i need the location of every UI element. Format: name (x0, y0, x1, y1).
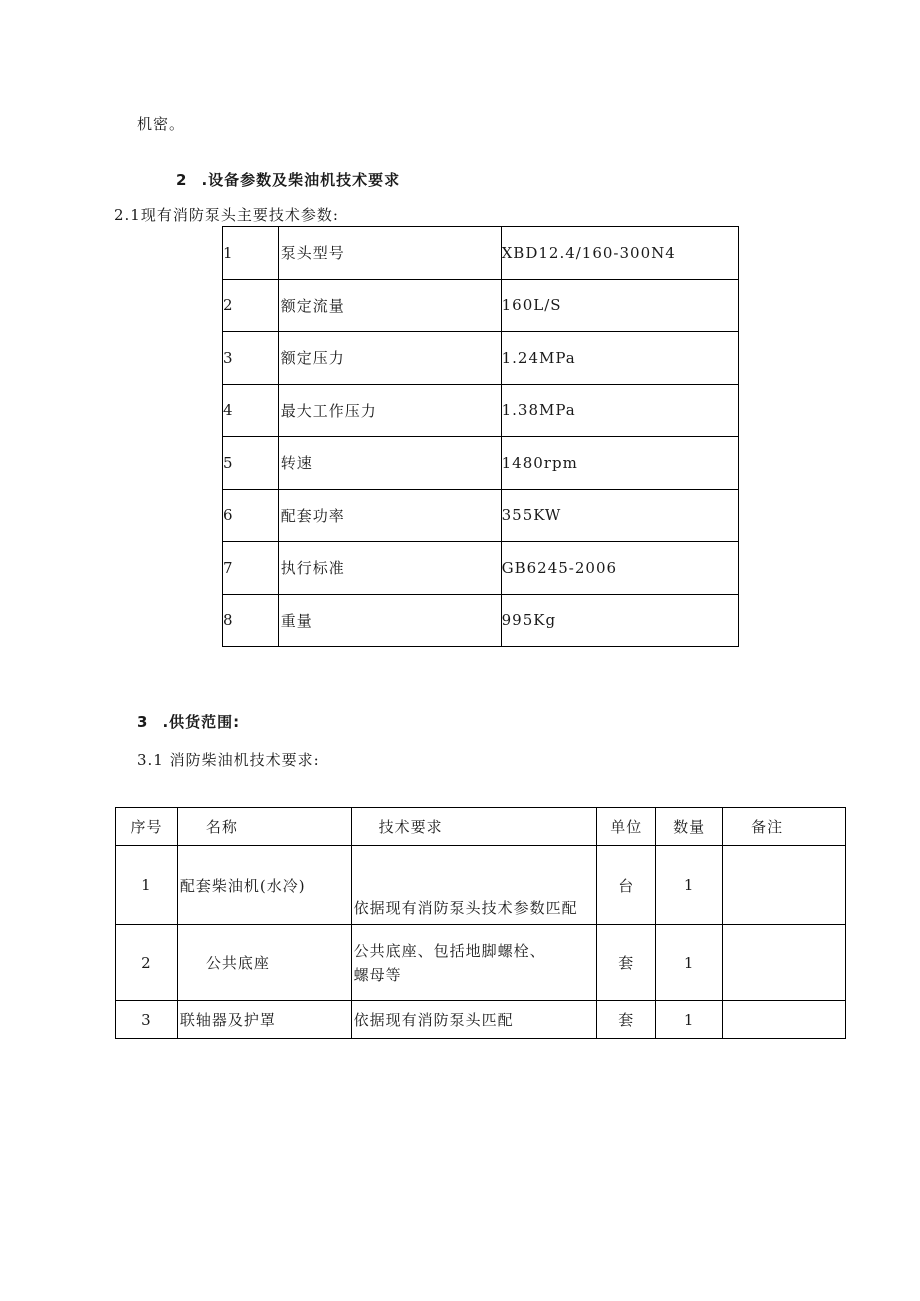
param-row (223, 332, 739, 385)
param-name: 配套功率 (278, 489, 501, 542)
param-value: 1480rpm (501, 437, 738, 490)
pump-parameter-table (222, 226, 739, 647)
supply-requirement (351, 846, 597, 925)
param-no: 4 (223, 384, 279, 437)
supply-note (723, 846, 846, 925)
supply-row (116, 1001, 846, 1039)
requirement-line-1: 依据现有消防泵头技术参数匹配 (353, 899, 578, 917)
param-value: 160L/S (501, 279, 738, 332)
section-2-heading (176, 169, 400, 190)
requirement-line-2: 螺母等 (353, 965, 402, 984)
supply-unit: 套 (597, 1001, 656, 1039)
supply-row (116, 925, 846, 1001)
param-name: 重量 (278, 594, 501, 647)
intro-line: 机密。 (137, 115, 186, 133)
param-row (223, 594, 739, 647)
supply-header-row (116, 808, 846, 846)
param-no: 1 (223, 227, 279, 280)
supply-requirement (351, 1001, 597, 1039)
supply-name: 公共底座 (177, 925, 351, 1001)
supply-qty: 1 (656, 1001, 723, 1039)
supply-row (116, 846, 846, 925)
param-row (223, 437, 739, 490)
param-no: 3 (223, 332, 279, 385)
supply-no: 2 (116, 925, 178, 1001)
requirement-line-1: 依据现有消防泵头匹配 (353, 1010, 514, 1029)
supply-header-cell: 备注 (723, 808, 846, 846)
supply-no: 1 (116, 846, 178, 925)
param-no: 6 (223, 489, 279, 542)
param-row (223, 227, 739, 280)
param-row (223, 384, 739, 437)
supply-header-cell: 序号 (116, 808, 178, 846)
supply-scope-table (115, 807, 846, 1039)
supply-note (723, 925, 846, 1001)
supply-no: 3 (116, 1001, 178, 1039)
param-row (223, 489, 739, 542)
section-3-heading (137, 711, 240, 732)
param-value: 1.24MPa (501, 332, 738, 385)
param-name: 转速 (278, 437, 501, 490)
section-3-title: .供货范围: (162, 713, 241, 731)
requirement-line-1: 公共底座、包括地脚螺栓、 (353, 941, 546, 960)
supply-requirement (351, 925, 597, 1001)
param-no: 2 (223, 279, 279, 332)
param-name: 额定压力 (278, 332, 501, 385)
supply-qty: 1 (656, 925, 723, 1001)
section-2-title: .设备参数及柴油机技术要求 (201, 171, 401, 189)
param-value: XBD12.4/160-300N4 (501, 227, 738, 280)
subsection-3-1-label: 3.1 消防柴油机技术要求: (137, 751, 320, 769)
section-2-number: 2 (176, 171, 188, 189)
param-name: 执行标准 (278, 542, 501, 595)
supply-unit: 台 (597, 846, 656, 925)
param-name: 额定流量 (278, 279, 501, 332)
param-no: 5 (223, 437, 279, 490)
param-value: 355KW (501, 489, 738, 542)
param-no: 7 (223, 542, 279, 595)
supply-unit: 套 (597, 925, 656, 1001)
subsection-2-1-label: 2.1现有消防泵头主要技术参数: (114, 206, 339, 224)
param-value: 995Kg (501, 594, 738, 647)
supply-qty: 1 (656, 846, 723, 925)
param-no: 8 (223, 594, 279, 647)
supply-name: 联轴器及护罩 (177, 1001, 351, 1039)
param-name: 最大工作压力 (278, 384, 501, 437)
supply-name: 配套柴油机(水冷) (177, 846, 351, 925)
param-value: GB6245-2006 (501, 542, 738, 595)
param-row (223, 542, 739, 595)
param-name: 泵头型号 (278, 227, 501, 280)
supply-header-cell: 单位 (597, 808, 656, 846)
param-value: 1.38MPa (501, 384, 738, 437)
param-row (223, 279, 739, 332)
section-3-number: 3 (137, 713, 149, 731)
supply-header-cell: 技术要求 (351, 808, 597, 846)
supply-header-cell: 数量 (656, 808, 723, 846)
supply-header-cell: 名称 (177, 808, 351, 846)
supply-note (723, 1001, 846, 1039)
